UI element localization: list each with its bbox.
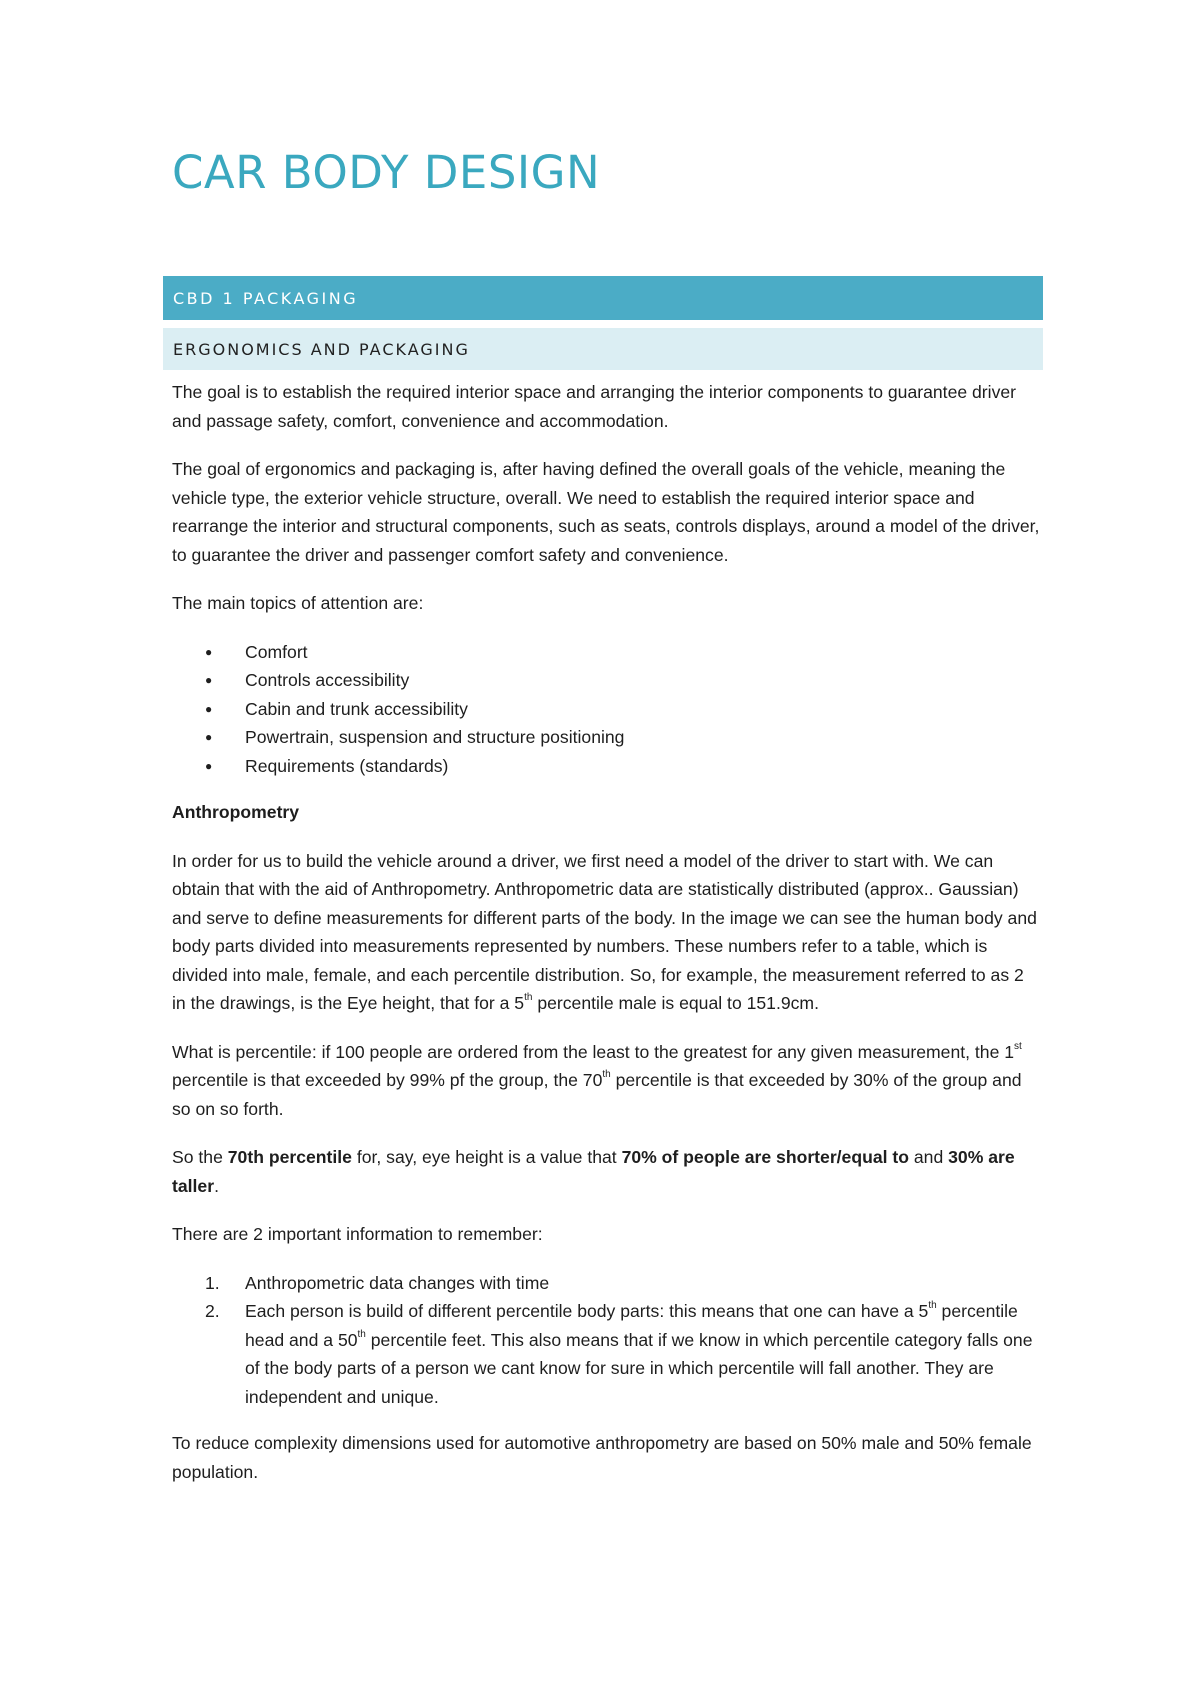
topics-list [172, 638, 1040, 781]
bold-text: 70th percentile [227, 1147, 352, 1167]
document-title: CAR BODY DESIGN [172, 146, 601, 199]
anthropometry-heading: Anthropometry [172, 802, 300, 822]
text-run: In order for us to build the vehicle around a driver, we first need a model of the driver to start with. We can obtain that with the aid of Anthropometry. Anthropometric data are statistically distributed (approx.. Gaussian) and serve to define measurements for different parts of the body. In the image we can see the human body and body parts divided into measurements represented by numbers. These numbers refer to a table, which is divided into male, female, and each percentile distribution. So, for example, the measurement referred to as 2 in the drawings, is the Eye height, that for a 5 [172, 850, 1037, 1013]
text-run: percentile is that exceeded by 30% of the group and so on so forth. [172, 1070, 1022, 1119]
document-body [172, 378, 1040, 1506]
text-run: What is percentile: if 100 people are ordered from the least to the greatest for any given measurement, the 1 [172, 1041, 1015, 1062]
text-run: So the [172, 1147, 228, 1167]
text-run: Anthropometric data changes with time [245, 1272, 550, 1293]
list-item: ● Controls accessibility [245, 666, 1040, 695]
paragraph-percentile-definition [172, 1038, 1040, 1124]
list-item: ● Requirements (standards) [245, 752, 1040, 781]
superscript: th [928, 1300, 937, 1312]
text-run: percentile feet. This also means that if we know in which percentile category falls one of the body parts of a person we cant know for sure in which percentile will fall another. They are independent and unique. [245, 1329, 1033, 1407]
important-list [172, 1269, 1040, 1412]
list-item: ● Powertrain, suspension and structure positioning [245, 723, 1040, 752]
superscript: th [524, 992, 533, 1004]
subsection-heading-band [163, 328, 1043, 370]
bold-text: 70% of people are shorter/equal to [621, 1147, 909, 1167]
text-run: for, say, eye height is a value that [351, 1147, 622, 1167]
text-run: . [214, 1175, 219, 1196]
section-heading-band [163, 276, 1043, 320]
paragraph-percentile-example [172, 1143, 1040, 1200]
superscript: th [602, 1069, 611, 1081]
item-number: 2. [205, 1301, 220, 1321]
text-run: percentile is that exceeded by 99% pf the group, the 70 [172, 1070, 603, 1090]
bold-text: 30% are taller [172, 1147, 1015, 1196]
numbered-item [205, 1269, 1040, 1298]
paragraph-ergonomics: The goal of ergonomics and packaging is, after having defined the overall goals of the vehicle, meaning the vehicle type, the exterior vehicle structure, overall. We need to establish the required interior space and rearrange the interior and structural components, such as seats, controls displays, around a model of the driver, to guarantee the driver and passenger comfort safety and convenience. [172, 459, 1040, 565]
list-item: ● Cabin and trunk accessibility [245, 695, 1040, 724]
text-run: Each person is build of different percentile body parts: this means that one can have a 5 [245, 1301, 929, 1321]
paragraph-topics-intro: The main topics of attention are: [172, 593, 424, 613]
paragraph-goal: The goal is to establish the required interior space and arranging the interior components to guarantee driver and passage safety, comfort, convenience and accommodation. [172, 382, 1017, 431]
text-run: percentile head and a 50 [245, 1301, 1018, 1350]
list-item: ● Comfort [245, 638, 1040, 667]
paragraph-anthropometry [172, 847, 1040, 1018]
paragraph-complexity: To reduce complexity dimensions used for automotive anthropometry are based on 50% male and 50% female population. [172, 1433, 1032, 1482]
item-number: 1. [205, 1272, 220, 1293]
superscript: th [357, 1328, 366, 1340]
numbered-item [205, 1297, 1040, 1411]
superscript: st [1014, 1040, 1022, 1052]
section-heading: CBD 1 PACKAGING [173, 288, 359, 308]
text-run: and [909, 1147, 949, 1167]
paragraph-important-intro: There are 2 important information to remember: [172, 1224, 543, 1244]
subsection-heading: ERGONOMICS AND PACKAGING [173, 339, 470, 359]
text-run: percentile male is equal to 151.9cm. [532, 993, 819, 1013]
